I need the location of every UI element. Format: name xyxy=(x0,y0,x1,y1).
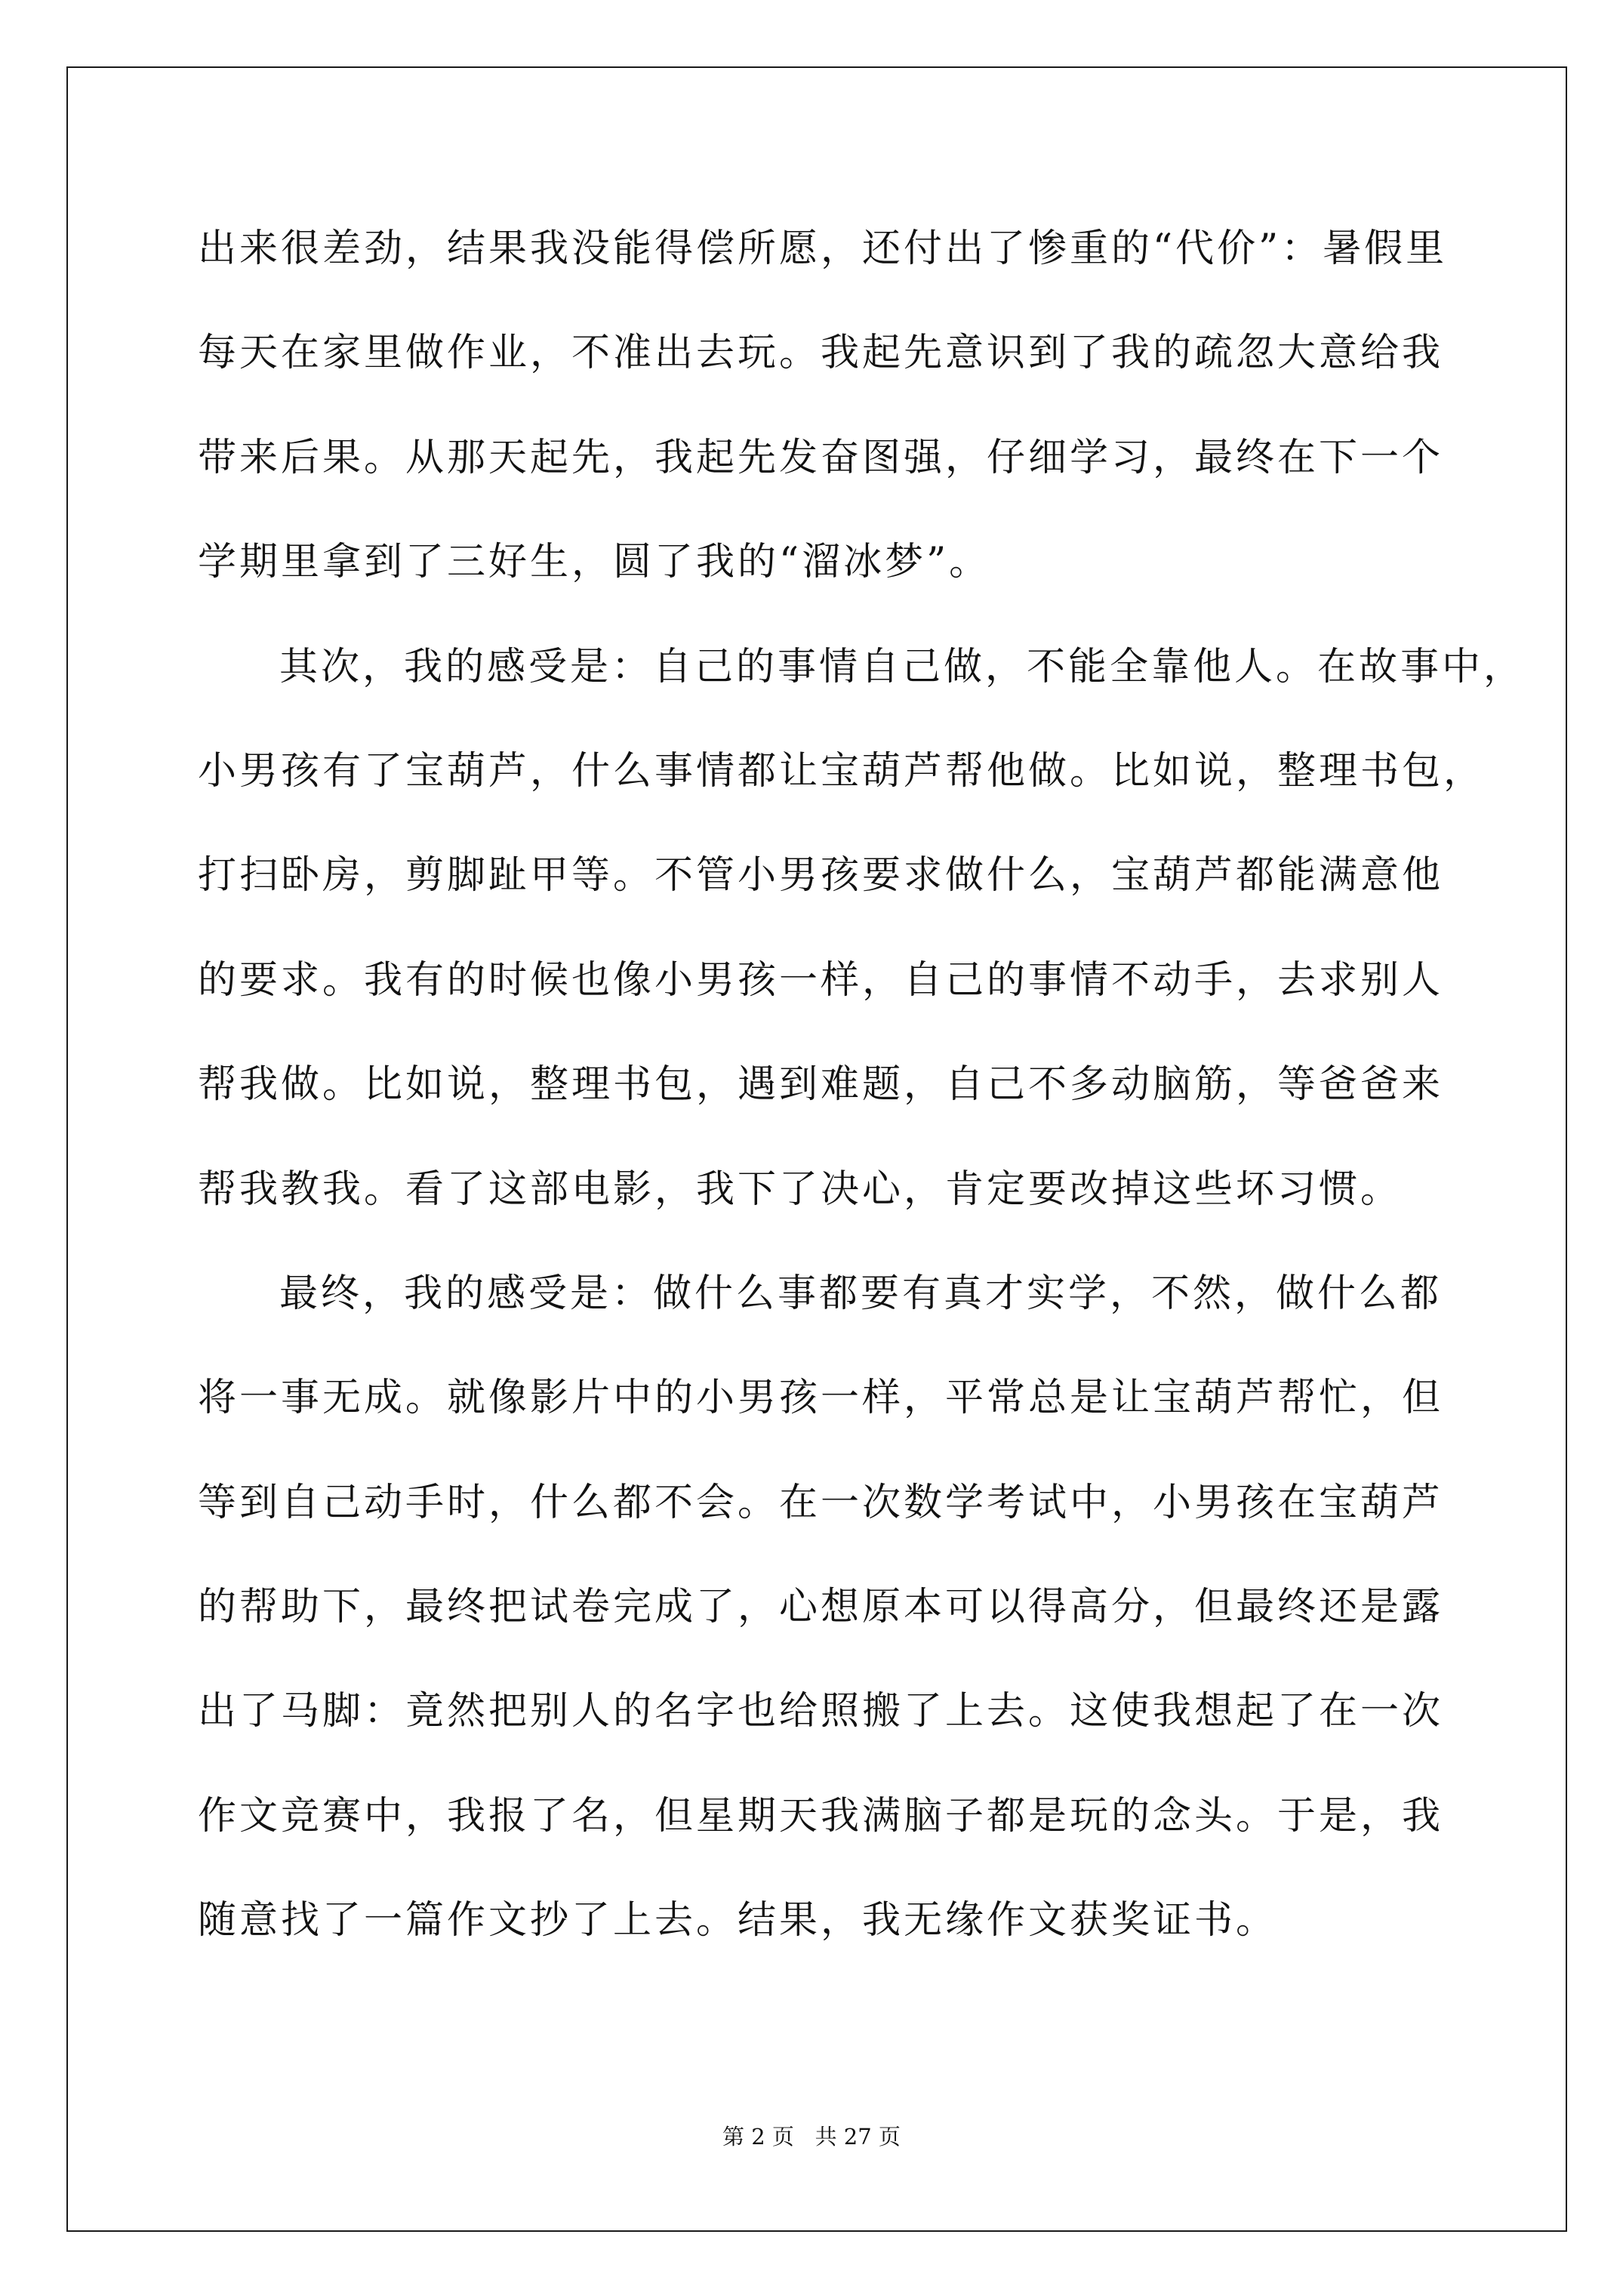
text-line: 将一事无成。就像影片中的小男孩一样，平常总是让宝葫芦帮忙，但 xyxy=(198,1376,1444,1421)
text-line: 出来很差劲，结果我没能得偿所愿，还付出了惨重的“代价”：暑假里 xyxy=(198,227,1448,271)
text-line: 等到自己动手时，什么都不会。在一次数学考试中，小男孩在宝葫芦 xyxy=(198,1480,1444,1525)
text-line: 的要求。我有的时候也像小男孩一样，自己的事情不动手，去求别人 xyxy=(198,957,1444,1003)
text-line: 帮我教我。看了这部电影，我下了决心，肯定要改掉这些坏习惯。 xyxy=(198,1166,1403,1212)
paragraph-start-line: 最终，我的感受是：做什么事都要有真才实学，不然，做什么都 xyxy=(279,1271,1443,1316)
document-body xyxy=(198,215,1526,1992)
text-line: 随意找了一篇作文抄了上去。结果，我无缘作文获奖证书。 xyxy=(198,1898,1278,1943)
text-line: 作文竞赛中，我报了名，但星期天我满脑子都是玩的念头。于是，我 xyxy=(198,1793,1444,1838)
paragraph-start-line: 其次，我的感受是：自己的事情自己做，不能全靠他人。在故事中， xyxy=(279,644,1526,689)
page-number-footer: 第 2 页 共 27 页 xyxy=(722,2124,901,2150)
text-line: 每天在家里做作业，不准出去玩。我起先意识到了我的疏忽大意给我 xyxy=(198,331,1444,376)
text-line: 学期里拿到了三好生，圆了我的“溜冰梦”。 xyxy=(198,540,991,585)
text-line: 打扫卧房，剪脚趾甲等。不管小男孩要求做什么，宝葫芦都能满意他 xyxy=(198,853,1444,898)
text-line: 带来后果。从那天起先，我起先发奋图强，仔细学习，最终在下一个 xyxy=(198,435,1444,480)
text-line: 小男孩有了宝葫芦，什么事情都让宝葫芦帮他做。比如说，整理书包， xyxy=(198,748,1486,794)
text-line: 出了马脚：竟然把别人的名字也给照搬了上去。这使我想起了在一次 xyxy=(198,1689,1444,1734)
text-line: 帮我做。比如说，整理书包，遇到难题，自己不多动脑筋，等爸爸来 xyxy=(198,1062,1444,1108)
text-line: 的帮助下，最终把试卷完成了，心想原本可以得高分，但最终还是露 xyxy=(198,1585,1444,1630)
